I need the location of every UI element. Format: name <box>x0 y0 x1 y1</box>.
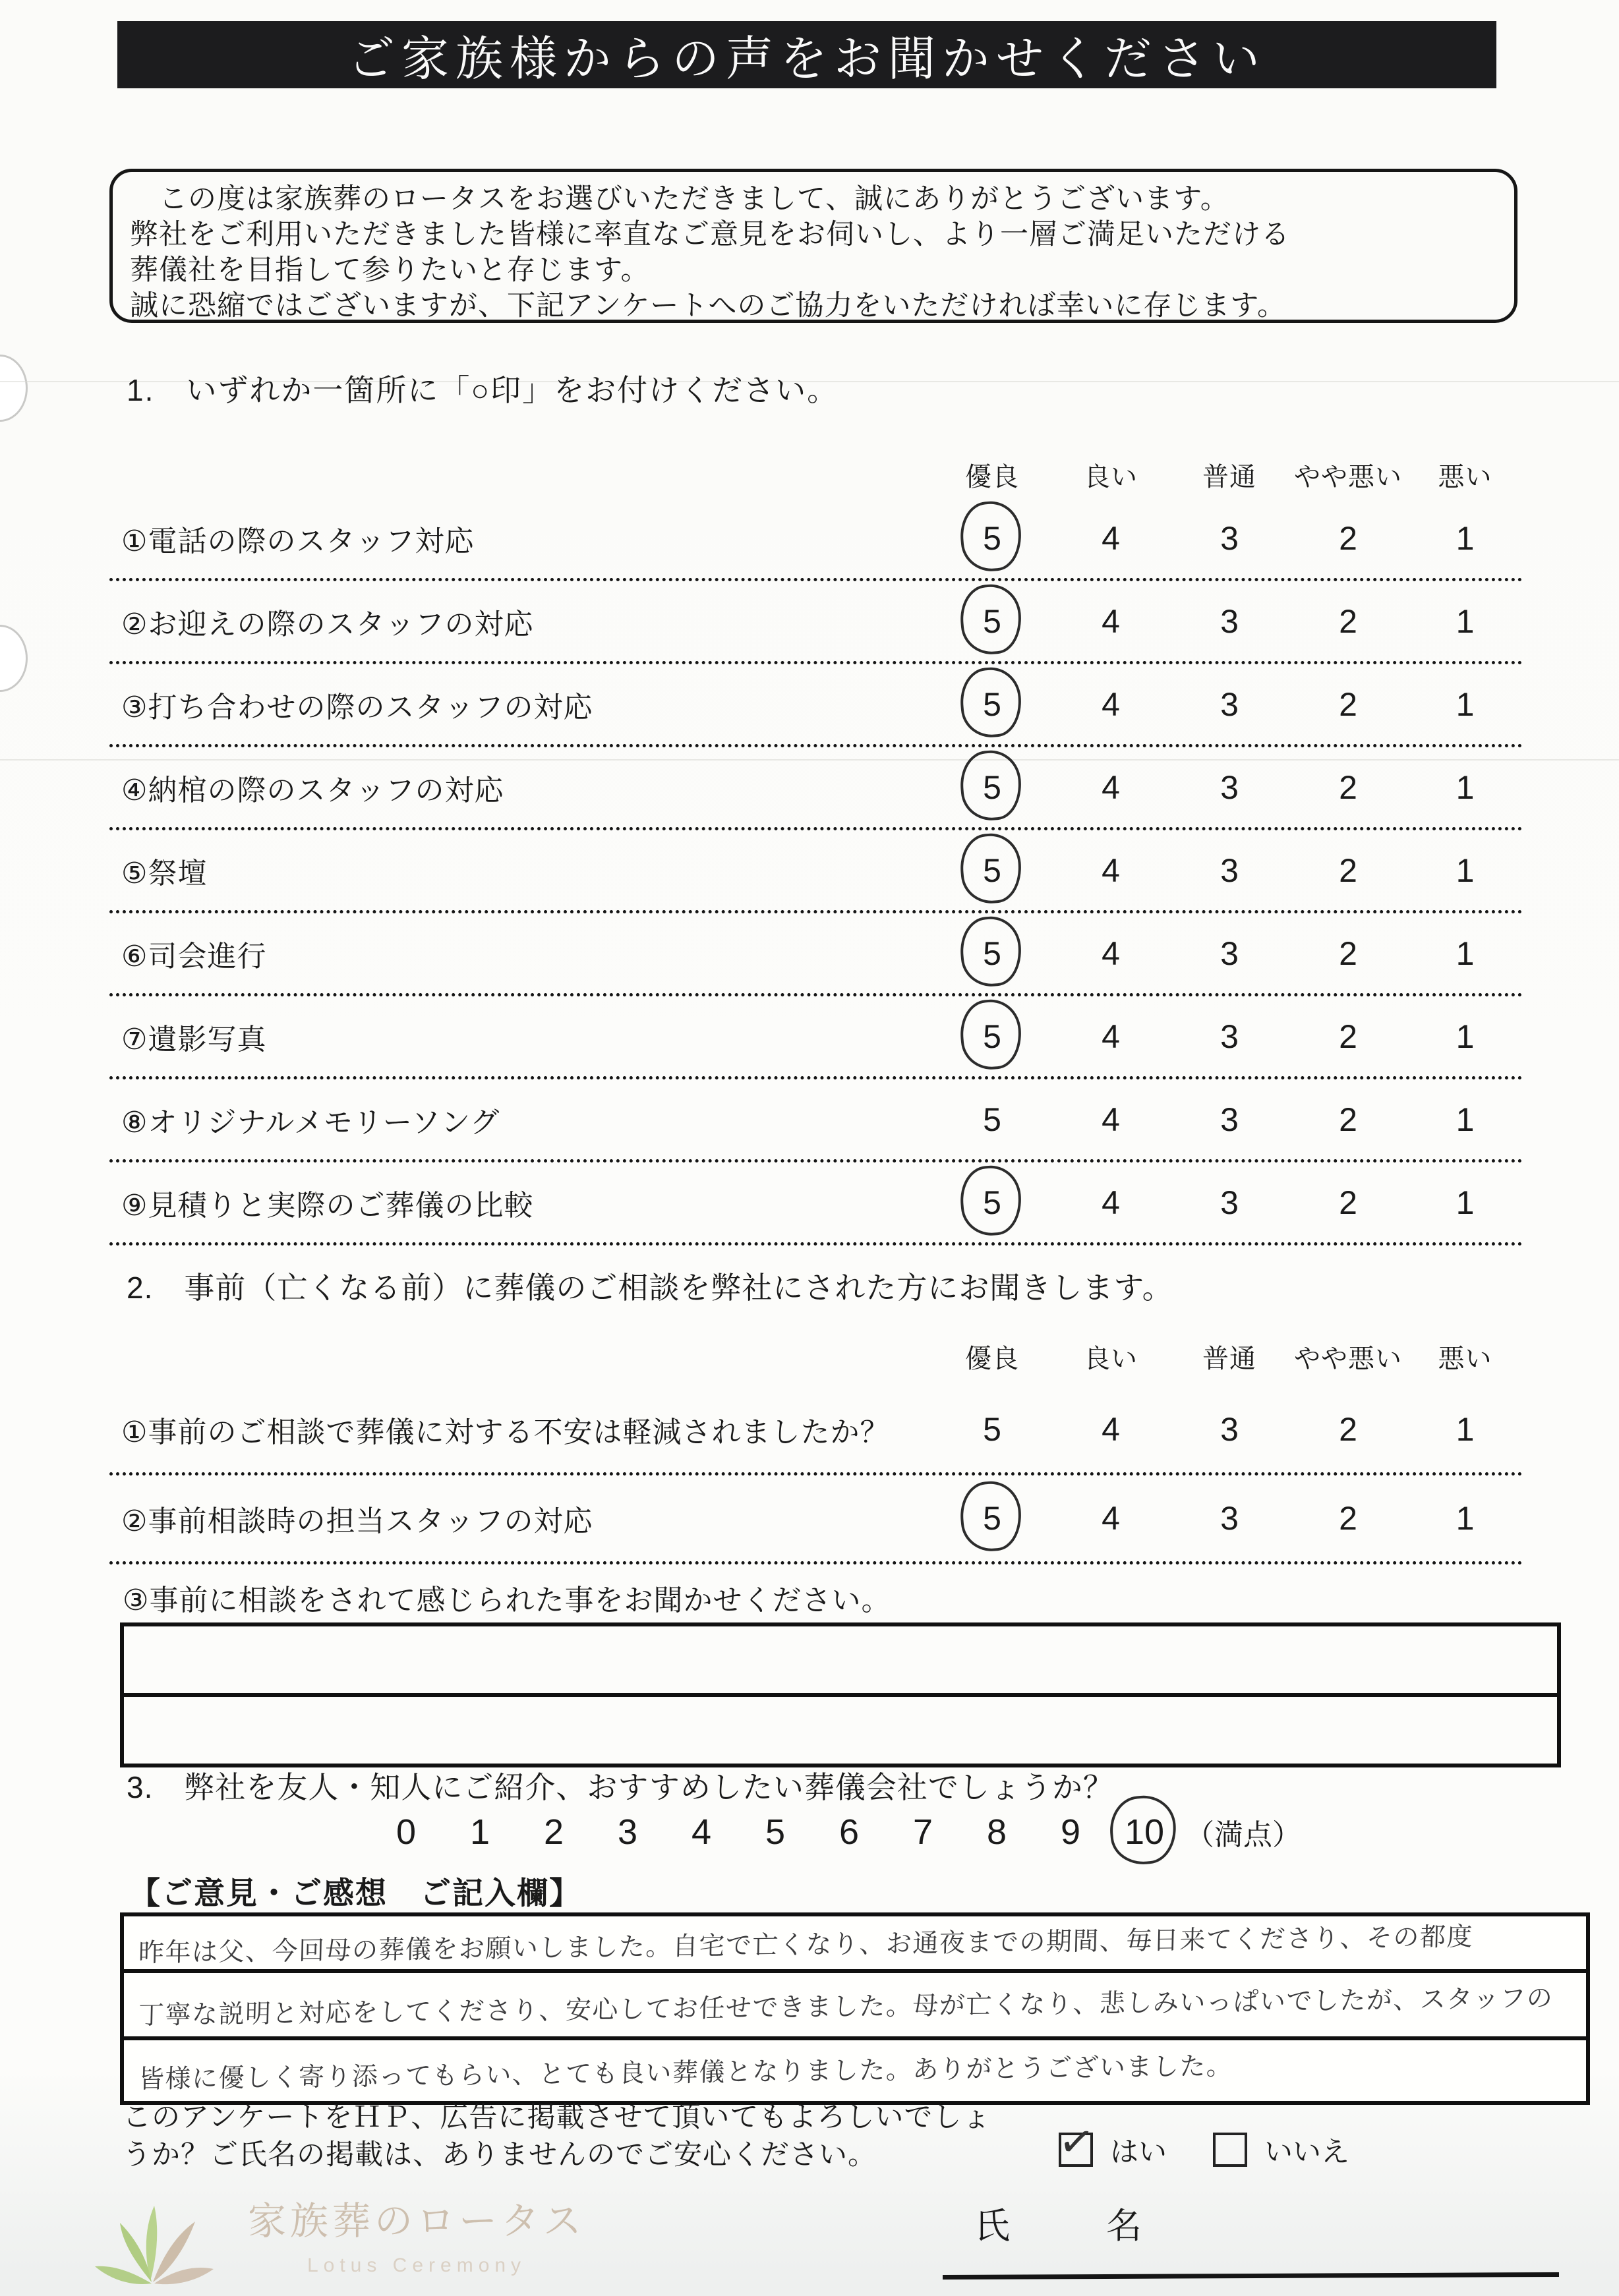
rating-option[interactable]: 5 <box>983 1101 1001 1138</box>
nps-scale-row <box>369 1811 1301 1853</box>
rating-option[interactable]: 1 <box>1456 934 1475 972</box>
rating-option[interactable]: 4 <box>1102 1411 1120 1448</box>
punch-hole-artifact <box>0 355 28 422</box>
intro-message-box <box>109 169 1517 323</box>
rating-option[interactable]: 4 <box>1102 519 1120 557</box>
column-header: 普通 <box>1202 462 1256 492</box>
checkbox-label: いいえ <box>1264 2136 1349 2168</box>
logo-text: 家族葬のロータス <box>248 2200 586 2243</box>
rating-option[interactable]: 3 <box>1220 934 1239 972</box>
table-row <box>109 996 1523 1079</box>
row-label: ①事前のご相談で葬儀に対する不安は軽減されましたか？ <box>121 1416 890 1449</box>
rating-header-row <box>109 1336 1523 1376</box>
column-header: 優良 <box>965 462 1019 492</box>
section2-heading: 2. 事前（亡くなる前）に葬儀のご相談を弊社にされた方にお聞きします。 <box>127 1271 1173 1305</box>
table-row <box>109 664 1523 747</box>
rating-option[interactable]: 5 <box>933 602 1051 641</box>
rating-option[interactable]: 3 <box>1220 1101 1239 1138</box>
punch-hole-artifact <box>0 625 28 692</box>
scale-option[interactable]: 7 <box>912 1812 933 1852</box>
rating-option[interactable]: 4 <box>1102 685 1120 723</box>
table-row <box>109 1162 1523 1246</box>
rating-option[interactable]: 3 <box>1220 602 1239 640</box>
max-score-label: （満点） <box>1185 1819 1301 1851</box>
publish-question <box>123 2099 999 2174</box>
scale-option[interactable]: 4 <box>691 1812 712 1852</box>
rating-option[interactable]: 2 <box>1339 768 1357 806</box>
name-input-line[interactable] <box>943 2272 1559 2280</box>
table-row <box>109 830 1523 913</box>
column-header: やや悪い <box>1294 1344 1402 1373</box>
table-row <box>109 1387 1523 1476</box>
rating-option[interactable]: 1 <box>1456 602 1475 640</box>
row-label: ⑥司会進行 <box>121 940 267 973</box>
rating-option[interactable]: 2 <box>1339 1101 1357 1138</box>
logo-text-block <box>248 2190 585 2277</box>
scale-option[interactable]: 2 <box>543 1812 564 1852</box>
column-header: 悪い <box>1438 1344 1492 1373</box>
check-mark-icon: ✓ <box>1055 2115 1098 2169</box>
rating-option[interactable]: 4 <box>1102 1101 1120 1138</box>
publish-question-line: このアンケートをＨＰ、広告に掲載させて頂いてもよろしいでしょ <box>123 2102 991 2133</box>
scale-option[interactable]: 6 <box>839 1812 860 1852</box>
title-bar <box>117 21 1496 88</box>
row-label: ②お迎えの際のスタッフの対応 <box>121 608 534 641</box>
rating-option[interactable]: 3 <box>1220 851 1239 889</box>
lotus-leaf-icon <box>78 2190 229 2289</box>
scale-option[interactable]: 8 <box>986 1812 1007 1852</box>
table-row <box>109 1079 1523 1162</box>
page-title: ご家族様からの声をお聞かせください <box>347 33 1266 86</box>
column-header: 優良 <box>965 1344 1019 1373</box>
rating-option[interactable]: 1 <box>1456 768 1475 806</box>
rating-option[interactable]: 1 <box>1456 1411 1475 1448</box>
column-header: 良い <box>1084 462 1138 492</box>
rating-option[interactable]: 2 <box>1339 851 1357 889</box>
rating-option[interactable]: 5 <box>933 519 1051 558</box>
publish-yes-checkbox[interactable] <box>1055 2115 1167 2170</box>
rating-option[interactable]: 3 <box>1220 1500 1239 1537</box>
comment-row[interactable] <box>124 2040 1586 2101</box>
column-header: やや悪い <box>1294 462 1402 492</box>
rating-option[interactable]: 2 <box>1339 602 1357 640</box>
column-header: 悪い <box>1438 462 1492 492</box>
comment-row[interactable] <box>124 1916 1586 1973</box>
table-row <box>109 913 1523 996</box>
name-field <box>943 2198 1559 2278</box>
rating-option[interactable]: 2 <box>1339 934 1357 972</box>
rating-option[interactable]: 2 <box>1339 1500 1357 1537</box>
rating-option[interactable]: 2 <box>1339 685 1357 723</box>
rating-option[interactable]: 5 <box>933 1184 1051 1222</box>
intro-line: 葬儀社を目指して参りたいと存じます。 <box>130 254 650 286</box>
checkbox-icon <box>1213 2133 1247 2167</box>
scale-option[interactable]: 3 <box>617 1812 638 1852</box>
section3-heading: 3. 弊社を友人・知人にご紹介、おすすめしたい葬儀会社でしょうか？ <box>127 1770 1114 1804</box>
rating-option[interactable]: 1 <box>1456 519 1475 557</box>
handwritten-comment-line: 丁寧な説明と対応をしてくださり、安心してお任せできました。母が亡くなり、悲しみいっぱいでしたが、スタッフの <box>138 1983 1554 2031</box>
rating-option[interactable]: 1 <box>1456 851 1475 889</box>
row-label: ③打ち合わせの際のスタッフの対応 <box>121 691 593 724</box>
rating-option[interactable]: 1 <box>1456 1184 1475 1221</box>
scale-option[interactable]: 5 <box>765 1812 786 1852</box>
rating-option[interactable]: 2 <box>1339 1018 1357 1055</box>
rating-option[interactable]: 4 <box>1102 768 1120 806</box>
row-label: ⑤祭壇 <box>121 857 208 890</box>
rating-option[interactable]: 5 <box>983 1411 1001 1448</box>
scale-option[interactable]: 1 <box>469 1812 490 1852</box>
row-label: ②事前相談時の担当スタッフの対応 <box>121 1505 593 1537</box>
rating-option[interactable]: 2 <box>1339 1411 1357 1448</box>
rating-option[interactable]: 1 <box>1456 1500 1475 1537</box>
rating-option[interactable]: 3 <box>1220 519 1239 557</box>
rating-option[interactable]: 2 <box>1339 1184 1357 1221</box>
rating-option[interactable]: 4 <box>1102 1184 1120 1221</box>
comments-box <box>120 1912 1590 2105</box>
rating-option[interactable]: 4 <box>1102 934 1120 972</box>
rating-option[interactable]: 1 <box>1456 1101 1475 1138</box>
row-label: ⑧オリジナルメモリーソング <box>121 1106 500 1139</box>
table-row <box>109 1476 1523 1564</box>
publish-consent-section <box>123 2099 1527 2174</box>
rating-option[interactable]: 5 <box>933 685 1051 724</box>
section2-rating-table <box>109 1387 1523 1564</box>
rating-option[interactable]: 3 <box>1220 1411 1239 1448</box>
rating-option[interactable]: 3 <box>1220 1018 1239 1055</box>
answer-box-row[interactable] <box>124 1626 1557 1697</box>
pre-consultation-answer-box <box>120 1622 1561 1767</box>
section1-rating-table <box>109 498 1523 1246</box>
intro-line: この度は家族葬のロータスをお選びいただきまして、誠にありがとうございます。 <box>130 183 1229 215</box>
rating-option[interactable]: 4 <box>1102 1018 1120 1055</box>
rating-option[interactable]: 5 <box>933 1499 1051 1537</box>
rating-option[interactable]: 4 <box>1102 602 1120 640</box>
row-label: ⑦遺影写真 <box>121 1023 267 1056</box>
table-row <box>109 581 1523 664</box>
checkbox-label: はい <box>1110 2136 1167 2168</box>
rating-option[interactable]: 5 <box>933 768 1051 807</box>
publish-choice-group <box>1055 2115 1349 2174</box>
row-label: ⑨見積りと実際のご葬儀の比較 <box>121 1189 534 1222</box>
column-header: 普通 <box>1202 1344 1256 1373</box>
handwritten-comment-line: 皆様に優しく寄り添ってもらい、とても良い葬儀となりました。ありがとうございました。 <box>138 2051 1233 2095</box>
intro-line: 誠に恐縮ではございますが、下記アンケートへのご協力をいただければ幸いに存じます。 <box>130 290 1286 322</box>
footer <box>0 2185 1619 2296</box>
handwritten-comment-line: 昨年は父、今回母の葬儀をお願いしました。自宅で亡くなり、お通夜までの期間、毎日来てくださり、その都度 <box>138 1922 1474 1968</box>
rating-option[interactable]: 3 <box>1220 1184 1239 1221</box>
section2-q3-label: ③事前に相談をされて感じられた事をお聞かせください。 <box>123 1584 891 1617</box>
section1-heading: 1. いずれか一箇所に「○印」をお付けください。 <box>127 373 839 407</box>
answer-box-row[interactable] <box>124 1697 1557 1764</box>
rating-option[interactable]: 1 <box>1456 685 1475 723</box>
scale-option[interactable]: 10 <box>1107 1812 1181 1852</box>
logo-subtext: Lotus Ceremony <box>307 2254 527 2276</box>
rating-option[interactable]: 2 <box>1339 519 1357 557</box>
row-label: ①電話の際のスタッフ対応 <box>121 525 475 558</box>
rating-option[interactable]: 3 <box>1220 768 1239 806</box>
company-logo <box>78 2190 585 2289</box>
row-label: ④納棺の際のスタッフの対応 <box>121 774 504 807</box>
rating-option[interactable]: 5 <box>933 1018 1051 1056</box>
comments-section-title: 【ご意見・ご感想 ご記入欄】 <box>129 1876 581 1910</box>
rating-option[interactable]: 1 <box>1456 1018 1475 1055</box>
publish-no-checkbox[interactable] <box>1213 2130 1349 2170</box>
scale-option[interactable]: 9 <box>1060 1812 1081 1852</box>
column-header: 良い <box>1084 1344 1138 1373</box>
table-row <box>109 498 1523 581</box>
checkbox-icon <box>1055 2115 1098 2169</box>
table-row <box>109 747 1523 830</box>
comment-row[interactable] <box>124 1973 1586 2040</box>
rating-header-row <box>109 455 1523 494</box>
name-label: 氏 名 <box>974 2206 1172 2246</box>
scale-option[interactable]: 0 <box>396 1812 417 1852</box>
rating-option[interactable]: 4 <box>1102 851 1120 889</box>
rating-option[interactable]: 4 <box>1102 1500 1120 1537</box>
rating-option[interactable]: 5 <box>933 851 1051 890</box>
rating-option[interactable]: 3 <box>1220 685 1239 723</box>
publish-question-line: うか？ご氏名の掲載は、ありませんのでご安心ください。 <box>123 2139 877 2171</box>
rating-option[interactable]: 5 <box>933 934 1051 973</box>
intro-line: 弊社をご利用いただきました皆様に率直なご意見をお伺いし、より一層ご満足いただける <box>130 219 1290 250</box>
